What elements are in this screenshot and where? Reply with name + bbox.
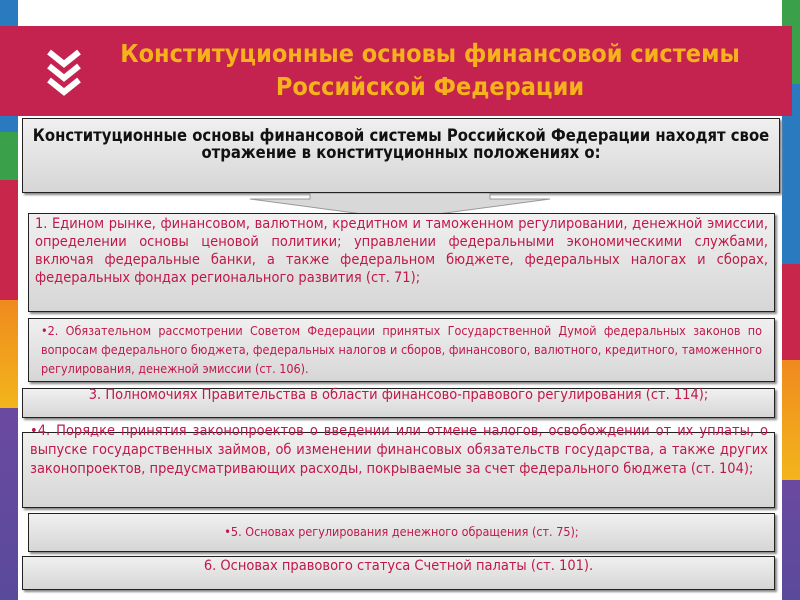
list-item: 6. Основах правового статуса Счетной палаты (ст. 101). — [22, 556, 775, 590]
slide-title: Конституционные основы финансовой системы Российской Федерации — [120, 39, 740, 101]
list-item: 3. Полномочиях Правительства в области финансово-правового регулирования (ст. 114); — [22, 388, 775, 418]
list-item: 1. Едином рынке, финансовом, валютном, кредитном и таможенном регулировании, денежной эмиссии, определении основы ценовой политики; управлении федеральными экономическими службами, включая федеральные банки, а также федеральном бюджете, федеральных налогах и сборах, федеральных фондах регионального развития (ст. 71); — [28, 213, 775, 312]
list-item: •2. Обязательном рассмотрении Советом Федерации принятых Государственной Думой федеральных законов по вопросам федерального бюджета, федеральных налогов и сборов, финансового, валютного, кредитного, таможенного регулирования, денежной эмиссии (ст. 106). — [28, 318, 775, 382]
title-banner — [0, 26, 792, 116]
list-item: •5. Основах регулирования денежного обращения (ст. 75); — [28, 513, 775, 552]
lead-box: Конституционные основы финансовой системы Российской Федерации находят свое отражение в конституционных положениях о: — [22, 118, 780, 193]
list-item: •4. Порядке принятия законопроектов о введении или отмене налогов, освобождении от их уплаты, о выпуске государственных займов, об изменении финансовых обязательств государства, а также других законопроектов, предусматривающих расходы, покрываемые за счет федерального бюджета (ст. 104); — [30, 423, 768, 477]
chevron-down-icon — [46, 48, 82, 98]
